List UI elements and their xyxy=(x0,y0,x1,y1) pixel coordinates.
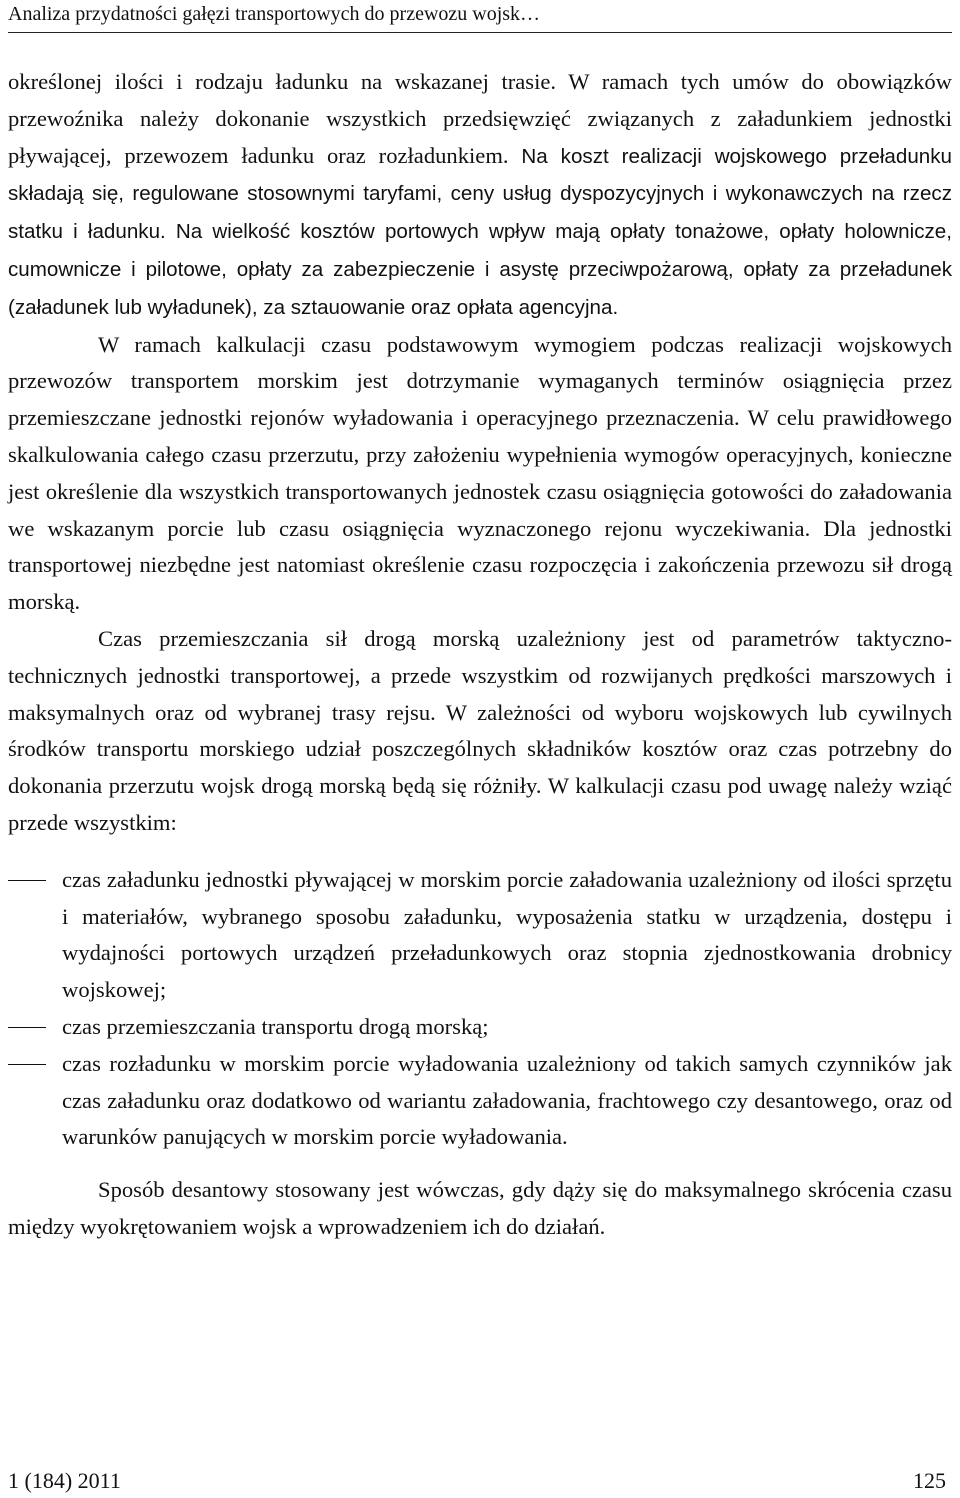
list-item xyxy=(8,1046,952,1156)
paragraph-1-serif-run: określonej ilości i rodzaju ładunku na wskazanej trasie. W ramach tych umów do obowiązków przewoźnika należy dokonanie wszystkich przedsięwzięć związanych z załadunkiem jednostki pływającej, przewozem ładunku oraz rozładunkiem. xyxy=(8,69,952,168)
issue-number: 1 (184) 2011 xyxy=(8,1468,121,1493)
running-header xyxy=(8,0,952,33)
paragraph-2: W ramach kalkulacji czasu podstawowym wymogiem podczas realizacji wojskowych przewozów transportem morskim jest dotrzymanie wymaganych terminów osiągnięcia przez przemieszczane jednostki rejonów wyładowania i operacyjnego przeznaczenia. W celu prawidłowego skalkulowania całego czasu przerzutu, przy założeniu wypełnienia wymogów operacyjnych, konieczne jest określenie dla wszystkich transportowanych jednostek czasu osiągnięcia gotowości do załadowania we wskazanym porcie lub czasu osiągnięcia wyznaczonego rejonu wyczekiwania. Dla jednostki transportowej niezbędne jest natomiast określenie czasu rozpoczęcia i zakończenia przewozu sił drogą morską. xyxy=(8,331,952,615)
paragraph-3: Czas przemieszczania sił drogą morską uzależniony jest od parametrów taktyczno-technicznych jednostki transportowej, a przede wszystkim od rozwijanych prędkości marszowych i maksymalnych oraz od wybranej trasy rejsu. W zależności od wyboru wojskowych lub cywilnych środków transportu morskiego udział poszczególnych składników kosztów oraz czas potrzebny do dokonania przerzutu wojsk drogą morską będą się różniły. W kalkulacji czasu pod uwagę należy wziąć przede wszystkim: xyxy=(8,625,952,835)
running-title: Analiza przydatności gałęzi transportowych do przewozu wojsk… xyxy=(8,3,541,25)
list-item-text: czas przemieszczania transportu drogą morską; xyxy=(62,1013,489,1039)
paragraph-1-sans-run: Na koszt realizacji wojskowego przeładunku składają się, regulowane stosownymi taryfami, ceny usług dyspozycyjnych i wykonawczych na rzecz statku i ładunku. xyxy=(8,144,952,244)
list-item-text: czas załadunku jednostki pływającej w morskim porcie załadowania uzależniony od ilości sprzętu i materiałów, wybranego sposobu załadunku, wyposażenia statku w urządzenia, dostępu i wydajności portowych urządzeń przeładunkowych oraz stopnia zjednostkowania drobnicy wojskowej; xyxy=(62,866,952,1003)
page-footer xyxy=(8,1466,952,1496)
article-body xyxy=(8,64,952,1246)
paragraph-1 xyxy=(8,64,952,327)
list-item xyxy=(8,862,952,1009)
list-item xyxy=(8,1009,952,1046)
paragraph-4: Sposób desantowy stosowany jest wówczas, gdy dąży się do maksymalnego skrócenia czasu między wyokrętowaniem wojsk a wprowadzeniem ich do działań. xyxy=(8,1177,952,1239)
bullet-list xyxy=(8,862,952,1156)
page-number: 125 xyxy=(913,1468,946,1493)
paragraph-1-tail-run: Na wielkość kosztów portowych wpływ mają opłaty tonażowe, opłaty holownicze, cumownicze i pilotowe, opłaty za zabezpieczenie i asystę przeciwpożarową, opłaty za przeładunek (załadunek lub wyładunek), za sztauowanie oraz opłata agencyjna. xyxy=(8,220,952,319)
list-item-text: czas rozładunku w morskim porcie wyładowania uzależniony od takich samych czynników jak czas załadunku oraz dodatkowo od wariantu załadowania, frachtowego czy desantowego, oraz od warunków panujących w morskim porcie wyładowania. xyxy=(62,1050,952,1150)
